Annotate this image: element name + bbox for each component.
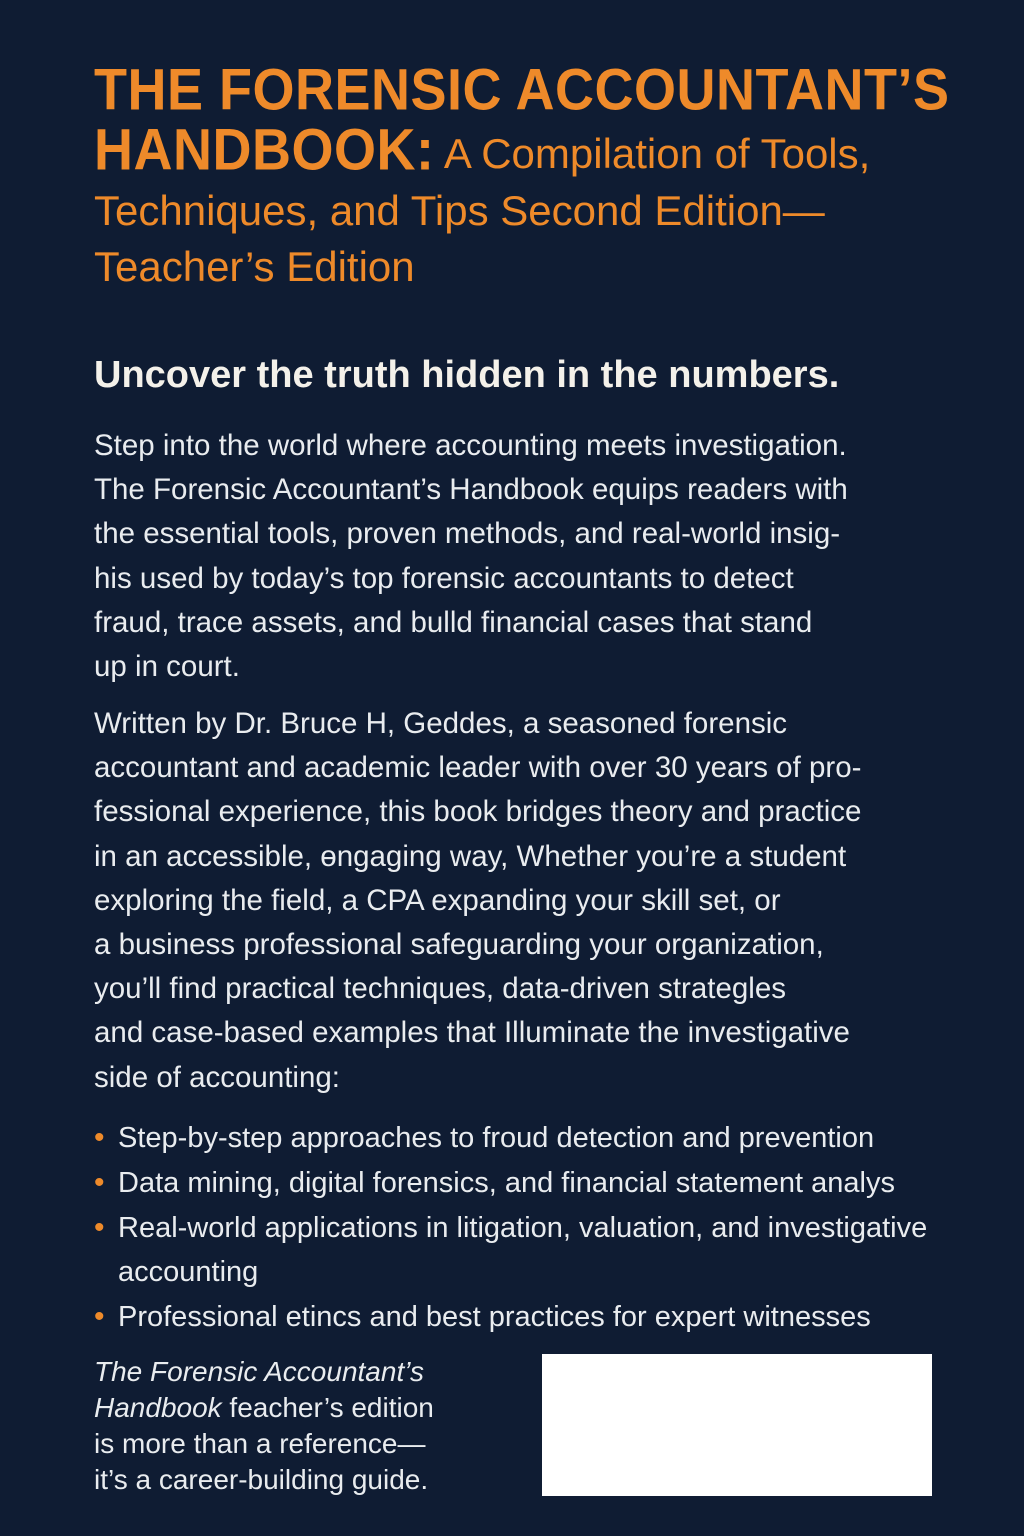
- para2-line: a business professional safeguarding your organization,: [94, 928, 824, 962]
- description-paragraph-1: [94, 424, 954, 689]
- para2-line: in an accessible, ɵngaging way, Whether you’re a student: [94, 839, 847, 873]
- para2-line: accountant and academic leader with over 30 years of pro-: [94, 751, 862, 785]
- para1-line: the essential tools, proven methods, and real-world insig-: [94, 517, 841, 551]
- tagline: Uncover the truth hidden in the numbers.: [94, 354, 840, 396]
- book-title: [94, 57, 974, 292]
- description-paragraph-2: [94, 702, 954, 1100]
- feature-text: Data mining, digital forensics, and financial statement analys: [118, 1167, 895, 1199]
- title-line-2: [94, 118, 974, 183]
- para1-line: up in court.: [94, 650, 240, 684]
- para2-line: you’ll find practical techniques, data-driven strategles: [94, 972, 786, 1006]
- title-subtitle-start: A Compilation of Tools,: [434, 130, 871, 178]
- closing-book-title-1: The Forensic Accountant’s: [94, 1356, 424, 1387]
- feature-list-item: [94, 1206, 938, 1294]
- title-line-3: Techniques, and Tips Second Edition—: [94, 186, 825, 234]
- para2-line: fessional experience, this book bridges theory and practice: [94, 795, 862, 829]
- feature-list-item: [94, 1295, 974, 1339]
- closing-text-3: is more than a reference—: [94, 1428, 426, 1459]
- bullet-icon: •: [94, 1300, 105, 1333]
- para2-line: exploring the field, a CPA expanding your skill set, or: [94, 883, 781, 917]
- feature-list-item: [94, 1161, 974, 1205]
- para1-line: his used by today’s top forensic accountants to detect: [94, 561, 794, 595]
- feature-list-item: [94, 1116, 974, 1160]
- closing-text-4: it’s a career-building guide.: [94, 1464, 429, 1495]
- bullet-icon: •: [94, 1166, 105, 1199]
- closing-book-title-2: Handbook: [94, 1392, 222, 1423]
- feature-text: Professional etincs and best practices for expert witnesses: [118, 1301, 871, 1333]
- title-line-1: THE FORENSIC ACCOUNTANT’S: [94, 57, 950, 123]
- bullet-icon: •: [94, 1121, 105, 1154]
- closing-text-2: feacher’s edition: [221, 1392, 434, 1423]
- closing-statement: [94, 1354, 474, 1498]
- para2-line: Written by Dr. Bruce H, Geddes, a seasoned forensic: [94, 707, 788, 740]
- para1-line: fraud, trace assets, and bulld financial cases that stand: [94, 605, 813, 639]
- para1-line: The Forensic Accountant’s Handbook equips readers with: [94, 473, 848, 507]
- barcode-placeholder: [542, 1354, 932, 1496]
- title-line-4: Teacher’s Edition: [94, 242, 415, 290]
- feature-list: [94, 1116, 974, 1339]
- para2-line: side of accounting:: [94, 1060, 340, 1094]
- feature-text: Real-world applications in litigation, valuation, and investigative accounting: [118, 1212, 928, 1288]
- para1-line: Step into the world where accounting meets investigation.: [94, 429, 847, 462]
- feature-text: Step-by-step approaches to froud detection and prevention: [118, 1122, 875, 1154]
- title-handbook: HANDBOOK:: [94, 118, 435, 183]
- bullet-icon: •: [94, 1211, 105, 1244]
- para2-line: and case-based examples that Illuminate the investigative: [94, 1016, 850, 1050]
